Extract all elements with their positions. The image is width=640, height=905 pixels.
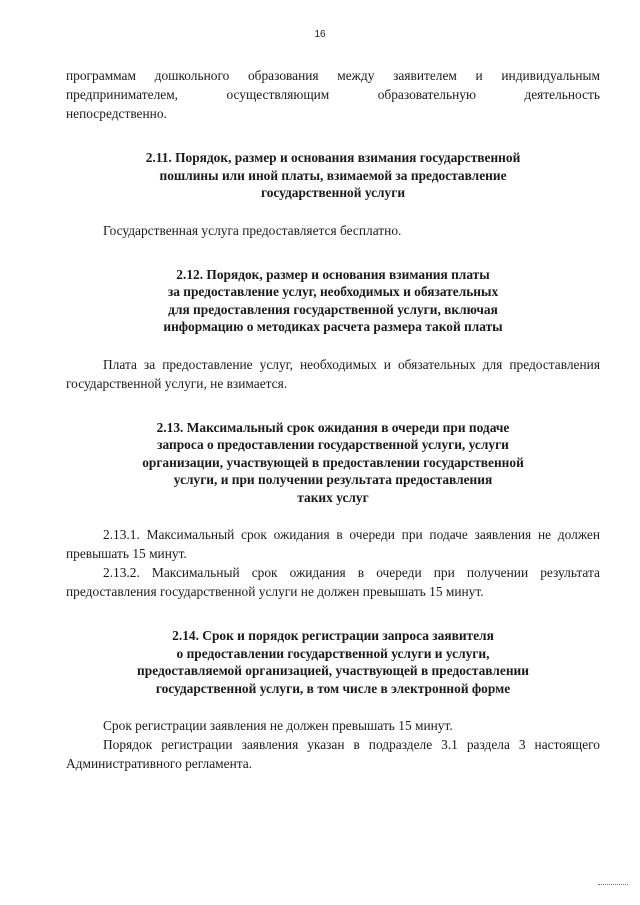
- heading-line: для предоставления государственной услуги, включая: [168, 301, 498, 317]
- heading-line: о предоставлении государственной услуги и услуги,: [176, 645, 490, 661]
- heading-line: за предоставление услуг, необходимых и обязательных: [167, 284, 499, 299]
- heading-line: информацию о методиках расчета размера такой платы: [163, 319, 503, 334]
- paragraph: 2.13.2. Максимальный срок ожидания в очереди при получении результата предоставления государственной услуги не должен превышать 15 минут.: [66, 565, 600, 599]
- heading-line: 2.14. Срок и порядок регистрации запроса заявителя: [172, 628, 494, 643]
- intro-line: предпринимателем, осуществляющим образовательную деятельность: [66, 87, 600, 102]
- paragraph: Срок регистрации заявления не должен превышать 15 минут.: [103, 718, 453, 733]
- paragraph: Государственная услуга предоставляется бесплатно.: [103, 222, 402, 238]
- heading-line: запроса о предоставлении государственной услуги, услуги: [157, 437, 509, 452]
- document-body: [66, 66, 600, 773]
- heading-line: услуги, и при получении результата предоставления: [173, 472, 493, 487]
- section-heading-2-12: [66, 266, 600, 336]
- heading-line: организации, участвующей в предоставлении государственной: [142, 454, 524, 470]
- paragraph: Плата за предоставление услуг, необходимых и обязательных для предоставления государственной услуги, не взимается.: [66, 356, 600, 391]
- heading-line: таких услуг: [297, 489, 369, 505]
- intro-line: программам дошкольного образования между заявителем и индивидуальным: [66, 68, 600, 83]
- paragraph: Порядок регистрации заявления указан в подразделе 3.1 раздела 3 настоящего Административного регламента.: [66, 737, 600, 771]
- heading-line: пошлины или иной платы, взимаемой за предоставление: [159, 167, 507, 183]
- intro-line: непосредственно.: [66, 106, 167, 121]
- heading-line: государственной услуги: [260, 185, 406, 200]
- section-heading-2-14: [66, 627, 600, 697]
- section-heading-2-13: [66, 419, 600, 507]
- paragraph: 2.13.1. Максимальный срок ожидания в очереди при подаче заявления не должен превышать 15 минут.: [66, 527, 600, 561]
- heading-line: предоставляемой организацией, участвующей в предоставлении: [137, 663, 529, 678]
- heading-line: государственной услуги, в том числе в электронной форме: [155, 680, 511, 696]
- intro-paragraph: [66, 66, 600, 123]
- heading-line: 2.13. Максимальный срок ожидания в очереди при подаче: [156, 419, 510, 435]
- heading-line: 2.11. Порядок, размер и основания взимания государственной: [145, 150, 521, 165]
- page-number: 16: [314, 29, 326, 40]
- heading-line: 2.12. Порядок, размер и основания взимания платы: [176, 266, 490, 282]
- scan-corner-mark: [598, 884, 628, 885]
- section-heading-2-11: [66, 149, 600, 202]
